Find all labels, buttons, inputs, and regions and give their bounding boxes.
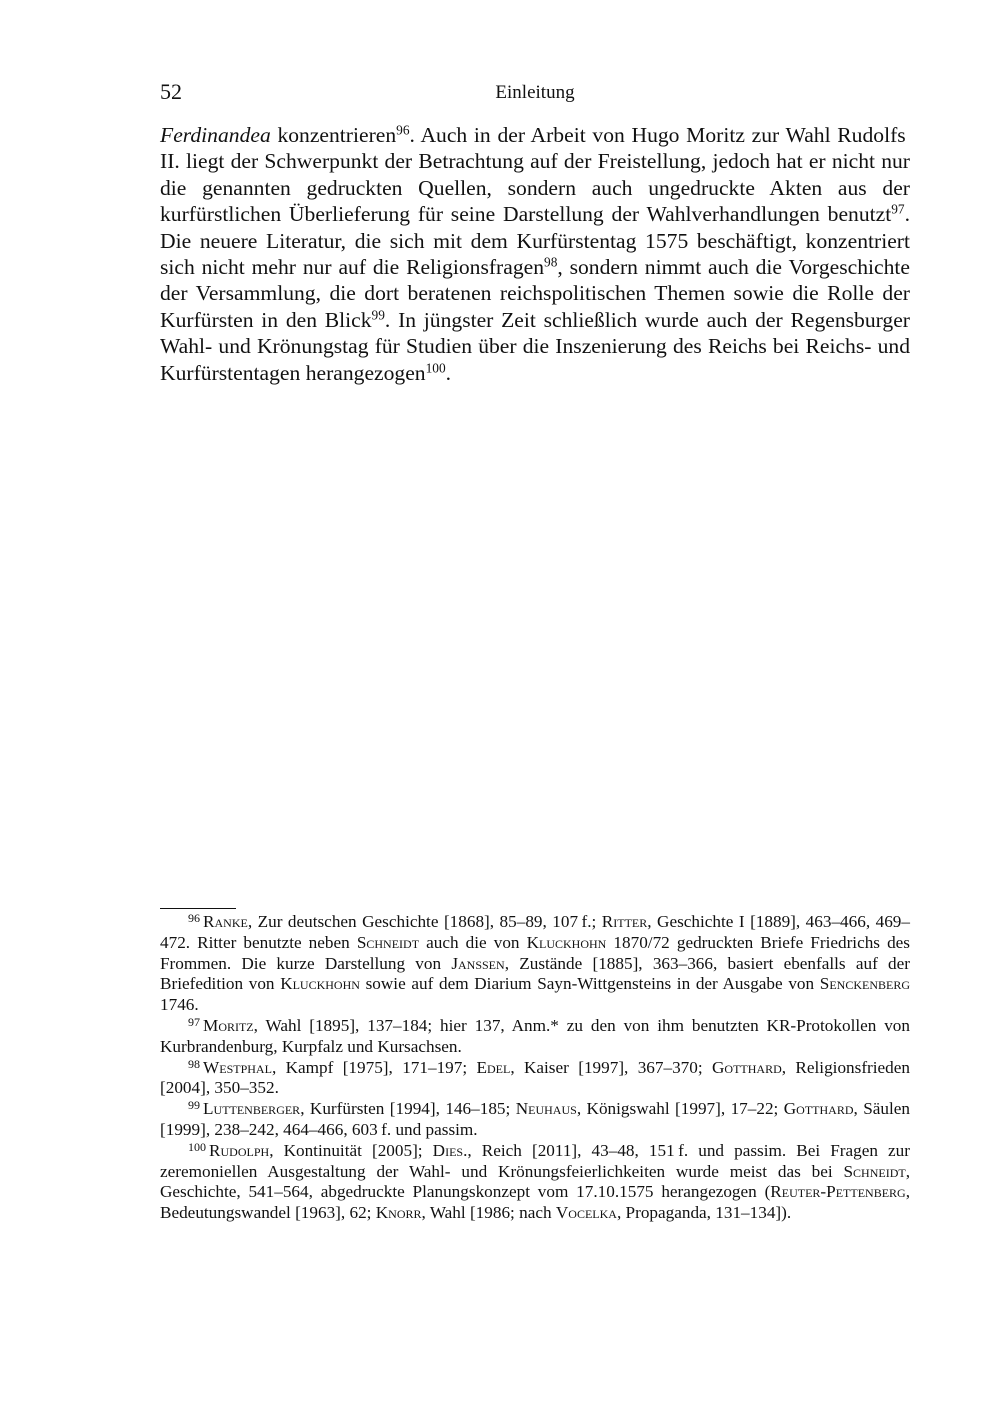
author-name: Kluckhohn — [280, 974, 360, 994]
footnote-text: , Religionsfrieden [2004], 350–352. — [160, 1057, 910, 1098]
body-paragraph — [160, 122, 910, 386]
footnote-number: 99 — [188, 1098, 201, 1113]
footnote-text: , Zustände [1885], 363–366, basiert ebenfalls auf der Briefedition von — [160, 953, 910, 994]
footnote-text: , Wahl [1895], 137–184; hier 137, Anm.* zu den von ihm benutzten KR-Protokollen von Kurbrandenburg, Kurpfalz und Kursachsen. — [160, 1015, 910, 1056]
author-name: Dies — [432, 1140, 464, 1160]
main-text — [160, 122, 910, 386]
footnote-text: , Säulen [1999], 238–242, 464–466, 603 f. und passim. — [160, 1099, 911, 1139]
author-name: Rudolph — [209, 1140, 270, 1160]
text-segment: konzentrieren — [270, 123, 397, 147]
footnote-number: 97 — [188, 1015, 201, 1030]
footnote-reference-96[interactable]: 96 — [396, 122, 410, 138]
italic-term: Ferdinandea — [160, 123, 271, 147]
footnote-reference-99[interactable]: 99 — [371, 307, 385, 323]
author-name: Schneidt — [356, 932, 420, 952]
author-name: Ranke — [203, 912, 248, 931]
author-name: Edel — [476, 1057, 511, 1077]
footnote-text: , Wahl [1986; nach — [421, 1203, 556, 1223]
footnote-separator — [160, 908, 236, 909]
author-name: Moritz — [203, 1015, 254, 1035]
author-name: Reuter-Pettenberg — [770, 1182, 906, 1202]
footnote-text: , Geschichte, 541–564, abgedruckte Planungskonzept vom 17.10.1575 herangezogen ( — [160, 1161, 910, 1202]
footnote-text: , Königswahl [1997], 17–22; — [576, 1099, 784, 1119]
footnote-100 — [160, 1141, 910, 1224]
footnote-reference-98[interactable]: 98 — [544, 254, 558, 270]
author-name: Neuhaus — [515, 1099, 577, 1119]
text-segment: , sondern nimmt auch die Vorgeschichte der Versammlung, die dort beratenen reichspolitischen Themen sowie die Rolle der Kurfürsten in den Blick — [160, 255, 910, 332]
footnote-97 — [160, 1016, 910, 1058]
footnote-text: , Propaganda, 131–134]). — [616, 1203, 792, 1223]
running-head: Einleitung — [495, 82, 575, 103]
footnote-text: , Kaiser [1997], 367–370; — [510, 1057, 713, 1077]
footnote-96 — [160, 912, 910, 1016]
footnote-98 — [160, 1058, 910, 1100]
footnote-text: , Kontinuität [2005]; — [269, 1140, 433, 1160]
author-name: Vocelka — [555, 1203, 617, 1223]
text-segment: . In jüngster Zeit schließlich wurde auch der Regensburger Wahl- und Krönungstag für Studien über die Inszenierung des Reichs bei Reichs- und Kurfürstentagen herangezogen — [160, 307, 910, 385]
text-segment: . Auch in der Arbeit von Hugo Moritz zur Wahl Rudolfs II. liegt der Schwerpunkt der Betrachtung auf der Freistellung, jedoch hat er nicht nur die genannten gedruckten Quellen, sondern auch ungedruckte Akten aus der kurfürstlichen Überlieferung für seine Darstellung der Wahlverhandlungen benutzt — [160, 123, 910, 227]
footnote-number: 98 — [188, 1056, 201, 1071]
footnote-99 — [160, 1099, 910, 1141]
author-name: Knorr — [375, 1203, 422, 1223]
author-name: Westphal — [203, 1057, 272, 1077]
footnotes-section — [160, 912, 910, 1224]
footnote-text: , Kurfürsten [1994], 146–185; — [300, 1099, 516, 1119]
footnote-text: ., Reich [2011], 43–48, 151 f. und passim. Bei Fragen zur zeremoniellen Ausgestaltung der Wahl- und Krönungsfeierlichkeiten wurde meist das bei — [160, 1140, 910, 1181]
footnote-text: sowie auf dem Diarium Sayn-Wittgensteins in der Ausgabe von — [359, 974, 820, 994]
author-name: Senckenberg — [819, 974, 911, 994]
author-name: Luttenberger — [203, 1099, 301, 1119]
text-segment: . — [445, 360, 452, 385]
footnote-text: 1870/72 gedruckten Briefe Friedrichs des Frommen. Die kurze Darstellung von — [160, 932, 910, 973]
page-number: 52 — [160, 79, 182, 104]
author-name: Kluckhohn — [526, 932, 607, 952]
footnote-number: 100 — [188, 1139, 207, 1154]
author-name: Ritter — [601, 912, 648, 931]
text-segment: . Die neuere Literatur, die sich mit dem Kurfürstentag 1575 beschäftigt, konzentriert sich nicht mehr nur auf die Religionsfragen — [160, 202, 910, 280]
footnote-text: 1746. — [160, 995, 199, 1015]
author-name: Janssen — [451, 953, 505, 973]
author-name: Schneidt — [843, 1161, 906, 1181]
footnote-text: , Bedeutungswandel [1963], 62; — [160, 1182, 910, 1223]
footnote-reference-97[interactable]: 97 — [891, 201, 905, 217]
author-name: Gotthard — [783, 1099, 854, 1119]
footnote-number: 96 — [188, 911, 201, 926]
author-name: Gotthard — [712, 1057, 782, 1077]
footnote-text: auch die von — [419, 932, 527, 952]
footnote-reference-100[interactable]: 100 — [425, 360, 446, 376]
footnote-text: , Kampf [1975], 171–197; — [271, 1057, 477, 1077]
footnote-text: , Geschichte I [1889], 463–466, 469–472. Ritter benutzte neben — [160, 912, 910, 952]
footnote-text: , Zur deutschen Geschichte [1868], 85–89, 107 f.; — [247, 912, 602, 931]
